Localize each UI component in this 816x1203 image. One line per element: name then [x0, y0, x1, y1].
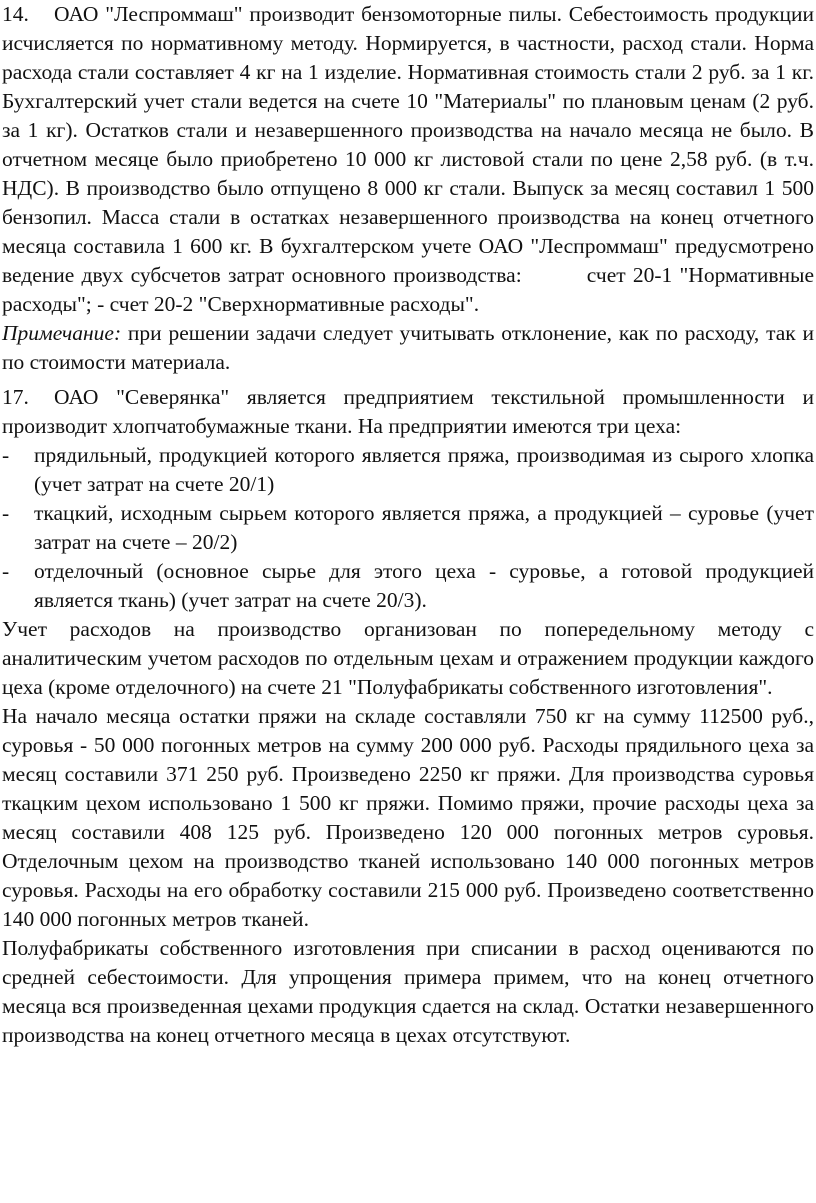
task-14-text: ОАО "Леспроммаш" производит бензомоторные пилы. Себестоимость продукции исчисляется по нормативному методу. Нормируется, в частности, расход стали. Норма расхода стали составляет 4 кг на 1 изделие. Нормативная стоимость стали 2 руб. за 1 кг. Бухгалтерский учет стали ведется на счете 10 "Материалы" по плановым ценам (2 руб. за 1 кг). Остатков стали и незавершенного производства на начало месяца не было. В отчетном месяце было приобретено 10 000 кг листовой стали по цене 2,58 руб. (в т.ч. НДС). В производство было отпущено 8 000 кг стали. Выпуск за месяц составил 1 500 бензопил. Масса стали в остатках незавершенного производства на конец отчетного месяца составила 1 600 кг. В бухгалтерском учете ОАО "Леспроммаш" предусмотрено ведение двух субсчетов затрат основного производства: счет 20-1 "Нормативные расходы"; - счет 20-2 "Сверхнормативные расходы".: [2, 2, 814, 316]
task-14-paragraph: [2, 0, 814, 319]
workshop-text: ткацкий, исходным сырьем которого является пряжа, а продукцией – суровье (учет затрат на счете – 20/2): [34, 501, 814, 554]
task-14-note: [2, 319, 814, 377]
list-item: [2, 441, 814, 499]
task-17-intro-text: ОАО "Северянка" является предприятием текстильной промышленности и производит хлопчатобумажные ткани. На предприятии имеются три цеха:: [2, 385, 814, 438]
task-17-paragraph: Учет расходов на производство организован по попередельному методу с аналитическим учетом расходов по отдельным цехам и отражением продукции каждого цеха (кроме отделочного) на счете 21 "Полуфабрикаты собственного изготовления".: [2, 617, 814, 699]
task-14-number: 14.: [2, 2, 29, 26]
task-17-paragraph: Полуфабрикаты собственного изготовления при списании в расход оцениваются по средней себестоимости. Для упрощения примера примем, что на конец отчетного месяца вся произведенная цехами продукция сдается на склад. Остатки незавершенного производства на конец отчетного месяца в цехах отсутствуют.: [2, 936, 814, 1047]
list-item: [2, 499, 814, 557]
workshop-list: [2, 441, 814, 615]
task-14: [2, 0, 814, 377]
list-item: [2, 557, 814, 615]
list-dash: -: [2, 501, 10, 525]
list-dash: -: [2, 443, 10, 467]
task-17-intro: [2, 383, 814, 441]
workshop-text: отделочный (основное сырье для этого цеха - суровье, а готовой продукцией является ткань) (учет затрат на счете 20/3).: [34, 559, 814, 612]
task-17-paragraph: На начало месяца остатки пряжи на складе составляли 750 кг на сумму 112500 руб., суровья - 50 000 погонных метров на сумму 200 000 руб. Расходы прядильного цеха за месяц составили 371 250 руб. Произведено 2250 кг пряжи. Для производства суровья ткацким цехом использовано 1 500 кг пряжи. Помимо пряжи, прочие расходы цеха за месяц составили 408 125 руб. Произведено 120 000 погонных метров суровья. Отделочным цехом на производство тканей использовано 140 000 погонных метров суровья. Расходы на его обработку составили 215 000 руб. Произведено соответственно 140 000 погонных метров тканей.: [2, 704, 814, 931]
list-dash: -: [2, 559, 10, 583]
note-label: Примечание:: [2, 321, 122, 345]
workshop-text: прядильный, продукцией которого является пряжа, производимая из сырого хлопка (учет затрат на счете 20/1): [34, 443, 814, 496]
note-text: при решении задачи следует учитывать отклонение, как по расходу, так и по стоимости материала.: [2, 321, 814, 374]
task-17-number: 17.: [2, 385, 29, 409]
task-17: [2, 383, 814, 1050]
